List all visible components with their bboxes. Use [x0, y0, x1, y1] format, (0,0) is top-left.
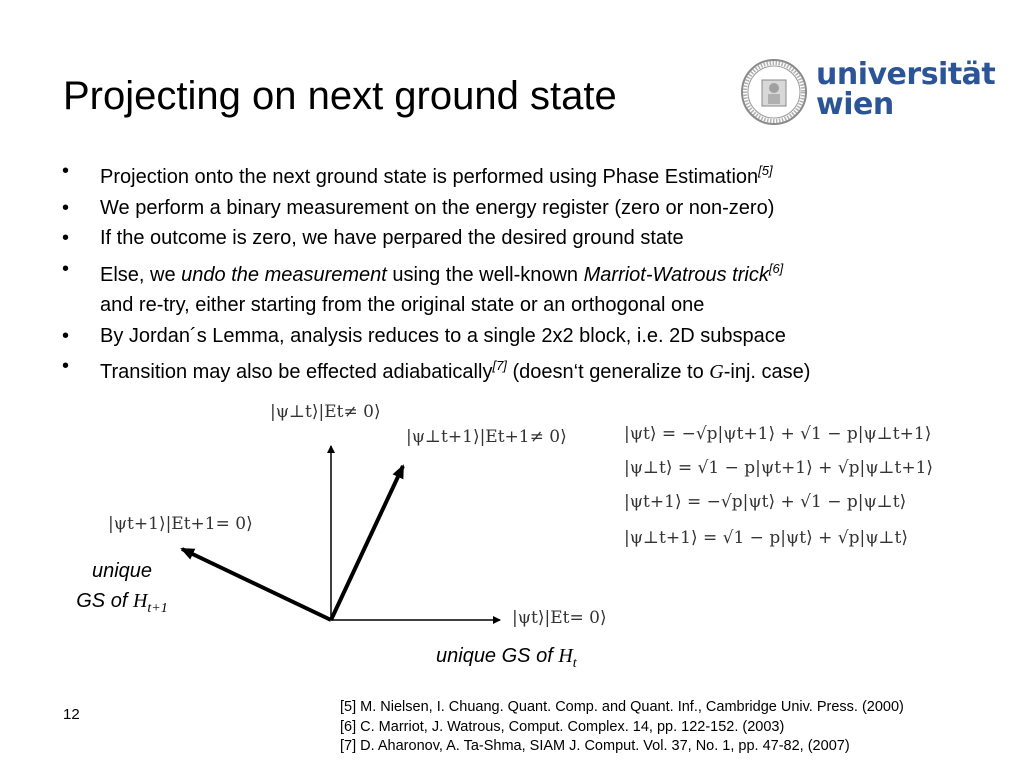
reference-5: [5] M. Nielsen, I. Chuang. Quant. Comp. and Quant. Inf., Cambridge Univ. Press. (2000)	[340, 699, 904, 715]
equation-4: |ψ⊥t+1⟩ = √1 − p|ψt⟩ + √p|ψ⊥t⟩	[624, 528, 909, 548]
label-psi-t1: |ψt+1⟩|Et+1= 0⟩	[108, 514, 253, 534]
page-number: 12	[63, 706, 80, 723]
bullet-item: • Projection onto the next ground state is performed using Phase Estimation[5]	[62, 156, 1022, 193]
bullet-item: • By Jordan´s Lemma, analysis reduces to a single 2x2 block, i.e. 2D subspace	[62, 321, 1022, 352]
logo-line-1: universität	[816, 57, 996, 92]
equation-1: |ψt⟩ = −√p|ψt+1⟩ + √1 − p|ψ⊥t+1⟩	[624, 424, 932, 444]
bullet-item: • We perform a binary measurement on the energy register (zero or non-zero)	[62, 193, 1022, 224]
caption-unique-gs-next: unique GS of $H_{t+1}$	[76, 560, 168, 616]
label-psi-t: |ψt⟩|Et= 0⟩	[512, 608, 607, 628]
bullet-item: • Transition may also be effected adiabatically[7] (doesn‘t generalize to G-inj. case)	[62, 351, 1022, 388]
bullet-item: • If the outcome is zero, we have perpared the desired ground state	[62, 223, 1022, 254]
slide-title: Projecting on next ground state	[63, 74, 617, 118]
equation-2: |ψ⊥t⟩ = √1 − p|ψt+1⟩ + √p|ψ⊥t+1⟩	[624, 458, 934, 478]
citation-6: [6]	[768, 260, 784, 276]
equation-3: |ψt+1⟩ = −√p|ψt⟩ + √1 − p|ψ⊥t⟩	[624, 492, 907, 512]
logo-line-2: wien	[816, 87, 894, 122]
citation-7: [7]	[492, 358, 507, 373]
caption-unique-gs-current: unique GS of $H_t$	[436, 645, 577, 671]
label-psi-t-perp: |ψ⊥t⟩|Et≠ 0⟩	[270, 402, 381, 422]
reference-6: [6] C. Marriot, J. Watrous, Comput. Complex. 14, pp. 122-152. (2003)	[340, 718, 785, 735]
label-psi-t1-perp: |ψ⊥t+1⟩|Et+1≠ 0⟩	[406, 427, 567, 447]
citation-5: [5]	[758, 163, 773, 178]
reference-7: [7] D. Aharonov, A. Ta-Shma, SIAM J. Comput. Vol. 37, No. 1, pp. 47-82, (2007)	[340, 738, 850, 754]
bullet-item: • Else, we undo the measurement using the well-known Marriot-Watrous trick[6] and re-try, either starting from the original state or an orthogonal one	[62, 254, 1022, 321]
vector-psi-t1	[182, 549, 331, 620]
vector-psi-t1-perp	[331, 466, 403, 620]
references	[340, 698, 904, 757]
